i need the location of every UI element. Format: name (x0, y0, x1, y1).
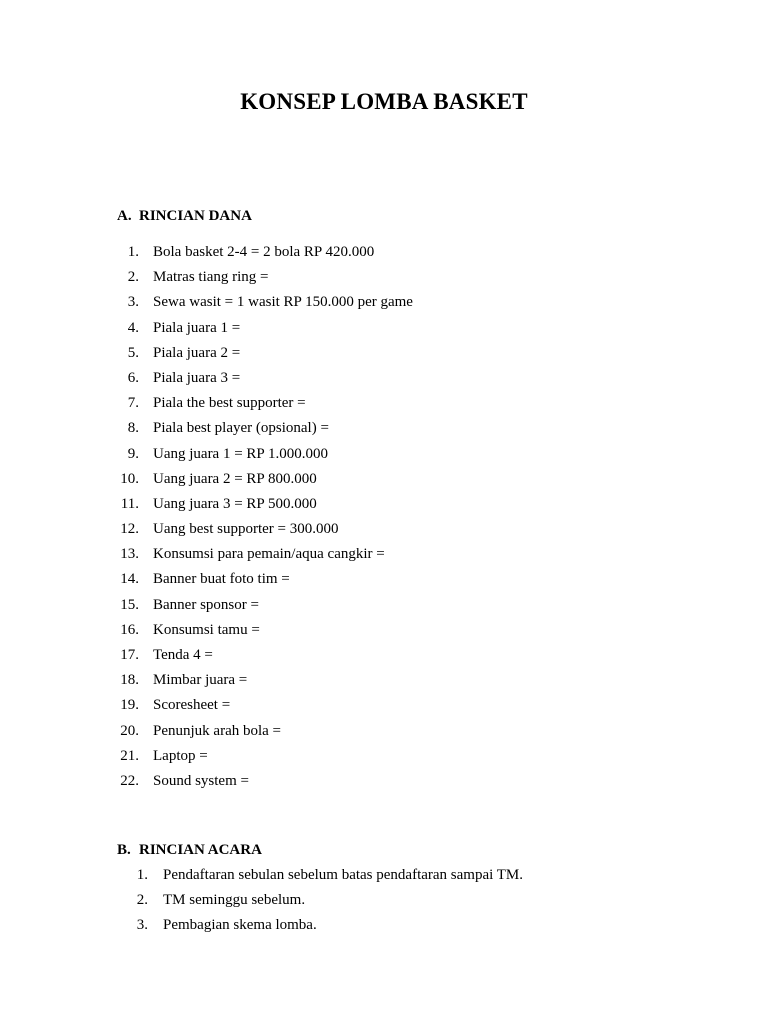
list-item-number: 18. (120, 672, 139, 689)
list-item (0, 595, 768, 620)
list-item-text: Sewa wasit = 1 wasit RP 150.000 per game (153, 294, 413, 311)
list-item-number: 15. (120, 596, 139, 613)
list-item-number: 5. (127, 344, 139, 361)
section-a-title: RINCIAN DANA (139, 208, 252, 224)
list-item-number: 1. (127, 244, 139, 260)
list-item-number: 2. (127, 269, 139, 286)
list-item-number: 3. (136, 917, 148, 934)
list-item (0, 721, 768, 746)
list-item (0, 670, 768, 695)
list-item-text: Laptop = (153, 747, 208, 764)
list-item (0, 318, 768, 343)
section-b-letter: B. (117, 842, 131, 858)
list-item-text: Piala juara 2 = (153, 344, 241, 361)
list-item (0, 620, 768, 645)
section-a-letter: A. (117, 208, 132, 224)
list-item-number: 17. (120, 647, 139, 663)
list-item (0, 494, 768, 519)
list-item-number: 22. (120, 772, 139, 789)
list-item-text: Piala the best supporter = (153, 395, 306, 412)
list-item-text: Uang juara 2 = RP 800.000 (153, 470, 317, 487)
list-item-number: 2. (136, 892, 148, 909)
list-item-number: 19. (120, 697, 139, 714)
list-item-text: Uang juara 1 = RP 1.000.000 (153, 445, 328, 462)
list-item (0, 890, 768, 915)
list-item (0, 519, 768, 544)
list-item-text: Mimbar juara = (153, 672, 248, 689)
section-b-title: RINCIAN ACARA (139, 842, 262, 858)
list-item-number: 20. (120, 722, 139, 739)
list-item-number: 1. (136, 867, 148, 883)
list-item (0, 544, 768, 569)
list-item (0, 469, 768, 494)
list-item-number: 21. (120, 747, 139, 764)
list-item (0, 771, 768, 796)
list-item-text: Penunjuk arah bola = (153, 722, 282, 739)
list-item (0, 746, 768, 771)
list-item-number: 12. (120, 521, 139, 538)
section-a-heading (117, 206, 252, 226)
list-item (0, 292, 768, 317)
list-item-text: Sound system = (153, 772, 249, 789)
list-item-text: TM seminggu sebelum. (163, 892, 306, 909)
list-item-number: 6. (127, 369, 139, 386)
list-item-text: Konsumsi tamu = (153, 621, 260, 638)
list-item (0, 343, 768, 368)
list-item (0, 569, 768, 594)
list-item-number: 9. (127, 445, 139, 462)
list-item-number: 13. (120, 546, 139, 563)
list-item-number: 16. (120, 621, 139, 638)
list-item-text: Uang best supporter = 300.000 (153, 521, 339, 538)
list-item-number: 14. (120, 571, 139, 588)
list-item (0, 444, 768, 469)
list-item-text: Tenda 4 = (153, 647, 213, 663)
list-item-number: 11. (120, 495, 139, 512)
list-item-text: Scoresheet = (153, 697, 231, 714)
list-item (0, 267, 768, 292)
list-item (0, 695, 768, 720)
list-item-text: Pendaftaran sebulan sebelum batas pendaftaran sampai TM. (163, 867, 524, 883)
list-item-number: 8. (127, 420, 139, 437)
rincian-dana-list (0, 242, 768, 796)
list-item-text: Uang juara 3 = RP 500.000 (153, 495, 317, 512)
list-item-number: 4. (127, 319, 139, 336)
list-item-text: Piala juara 3 = (153, 369, 241, 386)
list-item-text: Piala best player (opsional) = (153, 420, 329, 437)
list-item-text: Pembagian skema lomba. (163, 917, 317, 934)
list-item-number: 10. (120, 470, 139, 487)
list-item-text: Piala juara 1 = (153, 319, 241, 336)
list-item-number: 3. (127, 294, 139, 311)
list-item-text: Bola basket 2-4 = 2 bola RP 420.000 (153, 244, 375, 260)
list-item (0, 645, 768, 670)
list-item-text: Banner sponsor = (153, 596, 259, 613)
list-item (0, 418, 768, 443)
section-b-heading (117, 840, 262, 860)
list-item (0, 368, 768, 393)
list-item-text: Konsumsi para pemain/aqua cangkir = (153, 546, 385, 563)
list-item (0, 915, 768, 940)
list-item-number: 7. (127, 395, 139, 412)
list-item (0, 865, 768, 890)
list-item-text: Matras tiang ring = (153, 269, 269, 286)
list-item (0, 242, 768, 267)
list-item-text: Banner buat foto tim = (153, 571, 290, 588)
rincian-acara-list (0, 865, 768, 941)
list-item (0, 393, 768, 418)
document-title: KONSEP LOMBA BASKET (240, 89, 528, 114)
